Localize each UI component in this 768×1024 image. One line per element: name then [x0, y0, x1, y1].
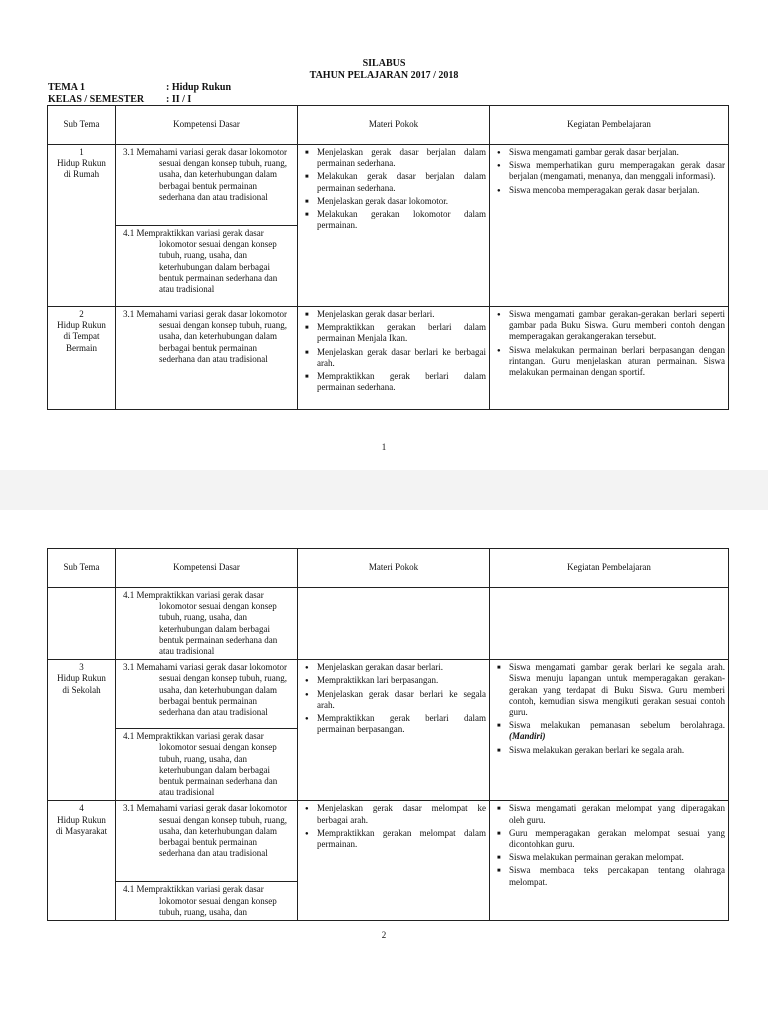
table-row — [48, 801, 729, 882]
doc-title: SILABUS — [362, 58, 406, 69]
page-number: 1 — [381, 442, 387, 452]
kd-cell — [116, 226, 298, 307]
kelas-key: KELAS / SEMESTER — [48, 94, 145, 105]
col-kompetensi: Kompetensi Dasar — [116, 106, 298, 145]
kegiatan-cell — [490, 660, 729, 801]
kegiatan-cell — [490, 307, 729, 410]
materi-cell — [298, 588, 490, 660]
kd-cell — [116, 307, 298, 410]
kegiatan-item: ■ Guru memperagakan gerakan melompat sesuai yang dicontohkan guru. — [493, 828, 725, 850]
col-kegiatan: Kegiatan Pembelajaran — [490, 106, 729, 145]
page-number: 2 — [381, 930, 387, 940]
sub-tema-cell: 2 Hidup Rukun di Tempat Bermain — [48, 307, 116, 410]
materi-item: ● Mempraktikkan gerakan melompat dalam permainan. — [301, 828, 486, 850]
kd-cell — [116, 729, 298, 801]
kd-text: 4.1 Mempraktikkan variasi gerak dasar lokomotor sesuai dengan konsep tubuh, ruang, usaha, dan keterhubungan dalam berbagai bentuk permainan sederhana dan atau tradisional — [123, 731, 278, 798]
materi-item: ● Menjelaskan gerakan dasar berlari. — [301, 662, 486, 673]
sub-tema-cell: 4 Hidup Rukun di Masyarakat — [48, 801, 116, 921]
kegiatan-item: ■ Siswa mengamati gerakan melompat yang diperagakan oleh guru. — [493, 803, 725, 825]
table-header — [48, 549, 729, 588]
materi-item: ■ Menjelaskan gerak dasar berjalan dalam permainan sederhana. — [301, 147, 486, 169]
col-sub-tema: Sub Tema — [48, 106, 116, 145]
materi-item: ● Mempraktikkan gerak berlari dalam permainan berpasangan. — [301, 713, 486, 735]
mandiri-tag: (Mandiri) — [509, 731, 546, 742]
materi-item: ■ Menjelaskan gerak dasar lokomotor. — [301, 196, 486, 207]
syllabus-table-page1 — [47, 105, 729, 410]
sub-tema-cell: 3 Hidup Rukun di Sekolah — [48, 660, 116, 801]
kegiatan-item: ● Siswa memperhatikan guru memperagakan gerak dasar berjalan (mengamati, menanya, dan menggali informasi). — [493, 160, 725, 182]
materi-item: ■ Melakukan gerak dasar berjalan dalam permainan sederhana. — [301, 171, 486, 193]
materi-cell — [298, 307, 490, 410]
kd-text: 3.1 Memahami variasi gerak dasar lokomotor sesuai dengan konsep tubuh, ruang, usaha, dan keterhubungan dalam berbagai bentuk permainan sederhana dan atau tradisional — [123, 803, 287, 859]
sub-tema-cell — [48, 588, 116, 660]
kegiatan-item: ● Siswa mengamati gambar gerak dasar berjalan. — [493, 147, 725, 158]
kd-text: 3.1 Memahami variasi gerak dasar lokomotor sesuai dengan konsep tubuh, ruang, usaha, dan keterhubungan dalam berbagai bentuk permainan sederhana dan atau tradisional — [123, 662, 287, 718]
table-row — [48, 145, 729, 226]
col-sub-tema: Sub Tema — [48, 549, 116, 588]
table-header — [48, 106, 729, 145]
materi-item: ■ Mempraktikkan gerak berlari dalam permainan sederhana. — [301, 371, 486, 393]
col-materi: Materi Pokok — [298, 106, 490, 145]
kd-cell — [116, 145, 298, 226]
page-2 — [0, 510, 768, 1024]
tema-value: : Hidup Rukun — [166, 82, 232, 93]
materi-cell — [298, 660, 490, 801]
kd-cell — [116, 882, 298, 921]
materi-item: ● Menjelaskan gerak dasar berlari ke segala arah. — [301, 689, 486, 711]
kd-text: 3.1 Memahami variasi gerak dasar lokomotor sesuai dengan konsep tubuh, ruang, usaha, dan keterhubungan dalam berbagai bentuk permainan sederhana dan atau tradisional — [123, 147, 287, 202]
kd-text: 4.1 Mempraktikkan variasi gerak dasar lokomotor sesuai dengan konsep tubuh, ruang, usaha, dan keterhubungan dalam berbagai bentuk permainan sederhana dan atau tradisional — [123, 590, 278, 657]
kd-cell — [116, 660, 298, 729]
kd-text: 4.1 Mempraktikkan variasi gerak dasar lokomotor sesuai dengan konsep tubuh, ruang, usaha, dan keterhubungan dalam berbagai bentuk permainan sederhana dan atau tradisional — [123, 228, 278, 295]
col-kompetensi: Kompetensi Dasar — [116, 549, 298, 588]
page-gap — [0, 470, 768, 510]
kelas-value: : II / I — [166, 94, 192, 105]
syllabus-table-page2 — [47, 548, 729, 921]
table-row — [48, 660, 729, 729]
kegiatan-text: Siswa melakukan pemanasan sebelum berolahraga. — [509, 720, 725, 731]
kegiatan-item: ■ Siswa melakukan gerakan berlari ke segala arah. — [493, 745, 725, 756]
kd-text: 3.1 Memahami variasi gerak dasar lokomotor sesuai dengan konsep tubuh, ruang, usaha, dan keterhubungan dalam berbagai bentuk permainan sederhana dan atau tradisional — [123, 309, 287, 364]
kegiatan-cell — [490, 801, 729, 921]
materi-item: ■ Mempraktikkan gerakan berlari dalam permainan Menjala Ikan. — [301, 322, 486, 344]
kegiatan-cell — [490, 145, 729, 307]
kegiatan-item: ■ Siswa membaca teks percakapan tentang olahraga melompat. — [493, 865, 725, 887]
kegiatan-cell — [490, 588, 729, 660]
doc-year: TAHUN PELAJARAN 2017 / 2018 — [309, 70, 459, 81]
kegiatan-item: ● Siswa melakukan permainan berlari berpasangan dengan rintangan. Guru menjelaskan aturan permainan. Siswa melakukan permainan dengan sportif. — [493, 345, 725, 379]
kegiatan-item: ● Siswa mengamati gambar gerakan-gerakan berlari seperti gambar pada Buku Siswa. Guru memberi contoh dengan memperagakan gerakangerakan tersebut. — [493, 309, 725, 343]
table-row — [48, 307, 729, 410]
kd-cell — [116, 801, 298, 882]
sub-tema-cell: 1 Hidup Rukun di Rumah — [48, 145, 116, 307]
materi-item: ● Mempraktikkan lari berpasangan. — [301, 675, 486, 686]
tema-key: TEMA 1 — [48, 82, 85, 93]
kegiatan-item: ■ Siswa mengamati gambar gerak berlari ke segala arah. Siswa menuju lapangan untuk memperagakan gerakan-gerakan yang terdapat di Buku Siswa. Guru memberi contoh, kemudian siswa mengikuti gerakan sesuai contoh guru. — [493, 662, 725, 718]
col-materi: Materi Pokok — [298, 549, 490, 588]
col-kegiatan: Kegiatan Pembelajaran — [490, 549, 729, 588]
materi-cell — [298, 801, 490, 921]
kegiatan-item: ● Siswa mencoba memperagakan gerak dasar berjalan. — [493, 185, 725, 196]
table-row — [48, 588, 729, 660]
materi-item: ■ Melakukan gerakan lokomotor dalam permainan. — [301, 209, 486, 231]
page-1 — [0, 0, 768, 470]
materi-item: ■ Menjelaskan gerak dasar berlari ke berbagai arah. — [301, 347, 486, 369]
materi-item: ● Menjelaskan gerak dasar melompat ke berbagai arah. — [301, 803, 486, 825]
kegiatan-item: ■ Siswa melakukan permainan gerakan melompat. — [493, 852, 725, 863]
kegiatan-item — [493, 720, 725, 742]
materi-cell — [298, 145, 490, 307]
tema-line — [48, 82, 231, 94]
kd-cell — [116, 588, 298, 660]
materi-item: ■ Menjelaskan gerak dasar berlari. — [301, 309, 486, 320]
kd-text: 4.1 Mempraktikkan variasi gerak dasar lokomotor sesuai dengan konsep tubuh, ruang, usaha, dan — [123, 884, 277, 917]
